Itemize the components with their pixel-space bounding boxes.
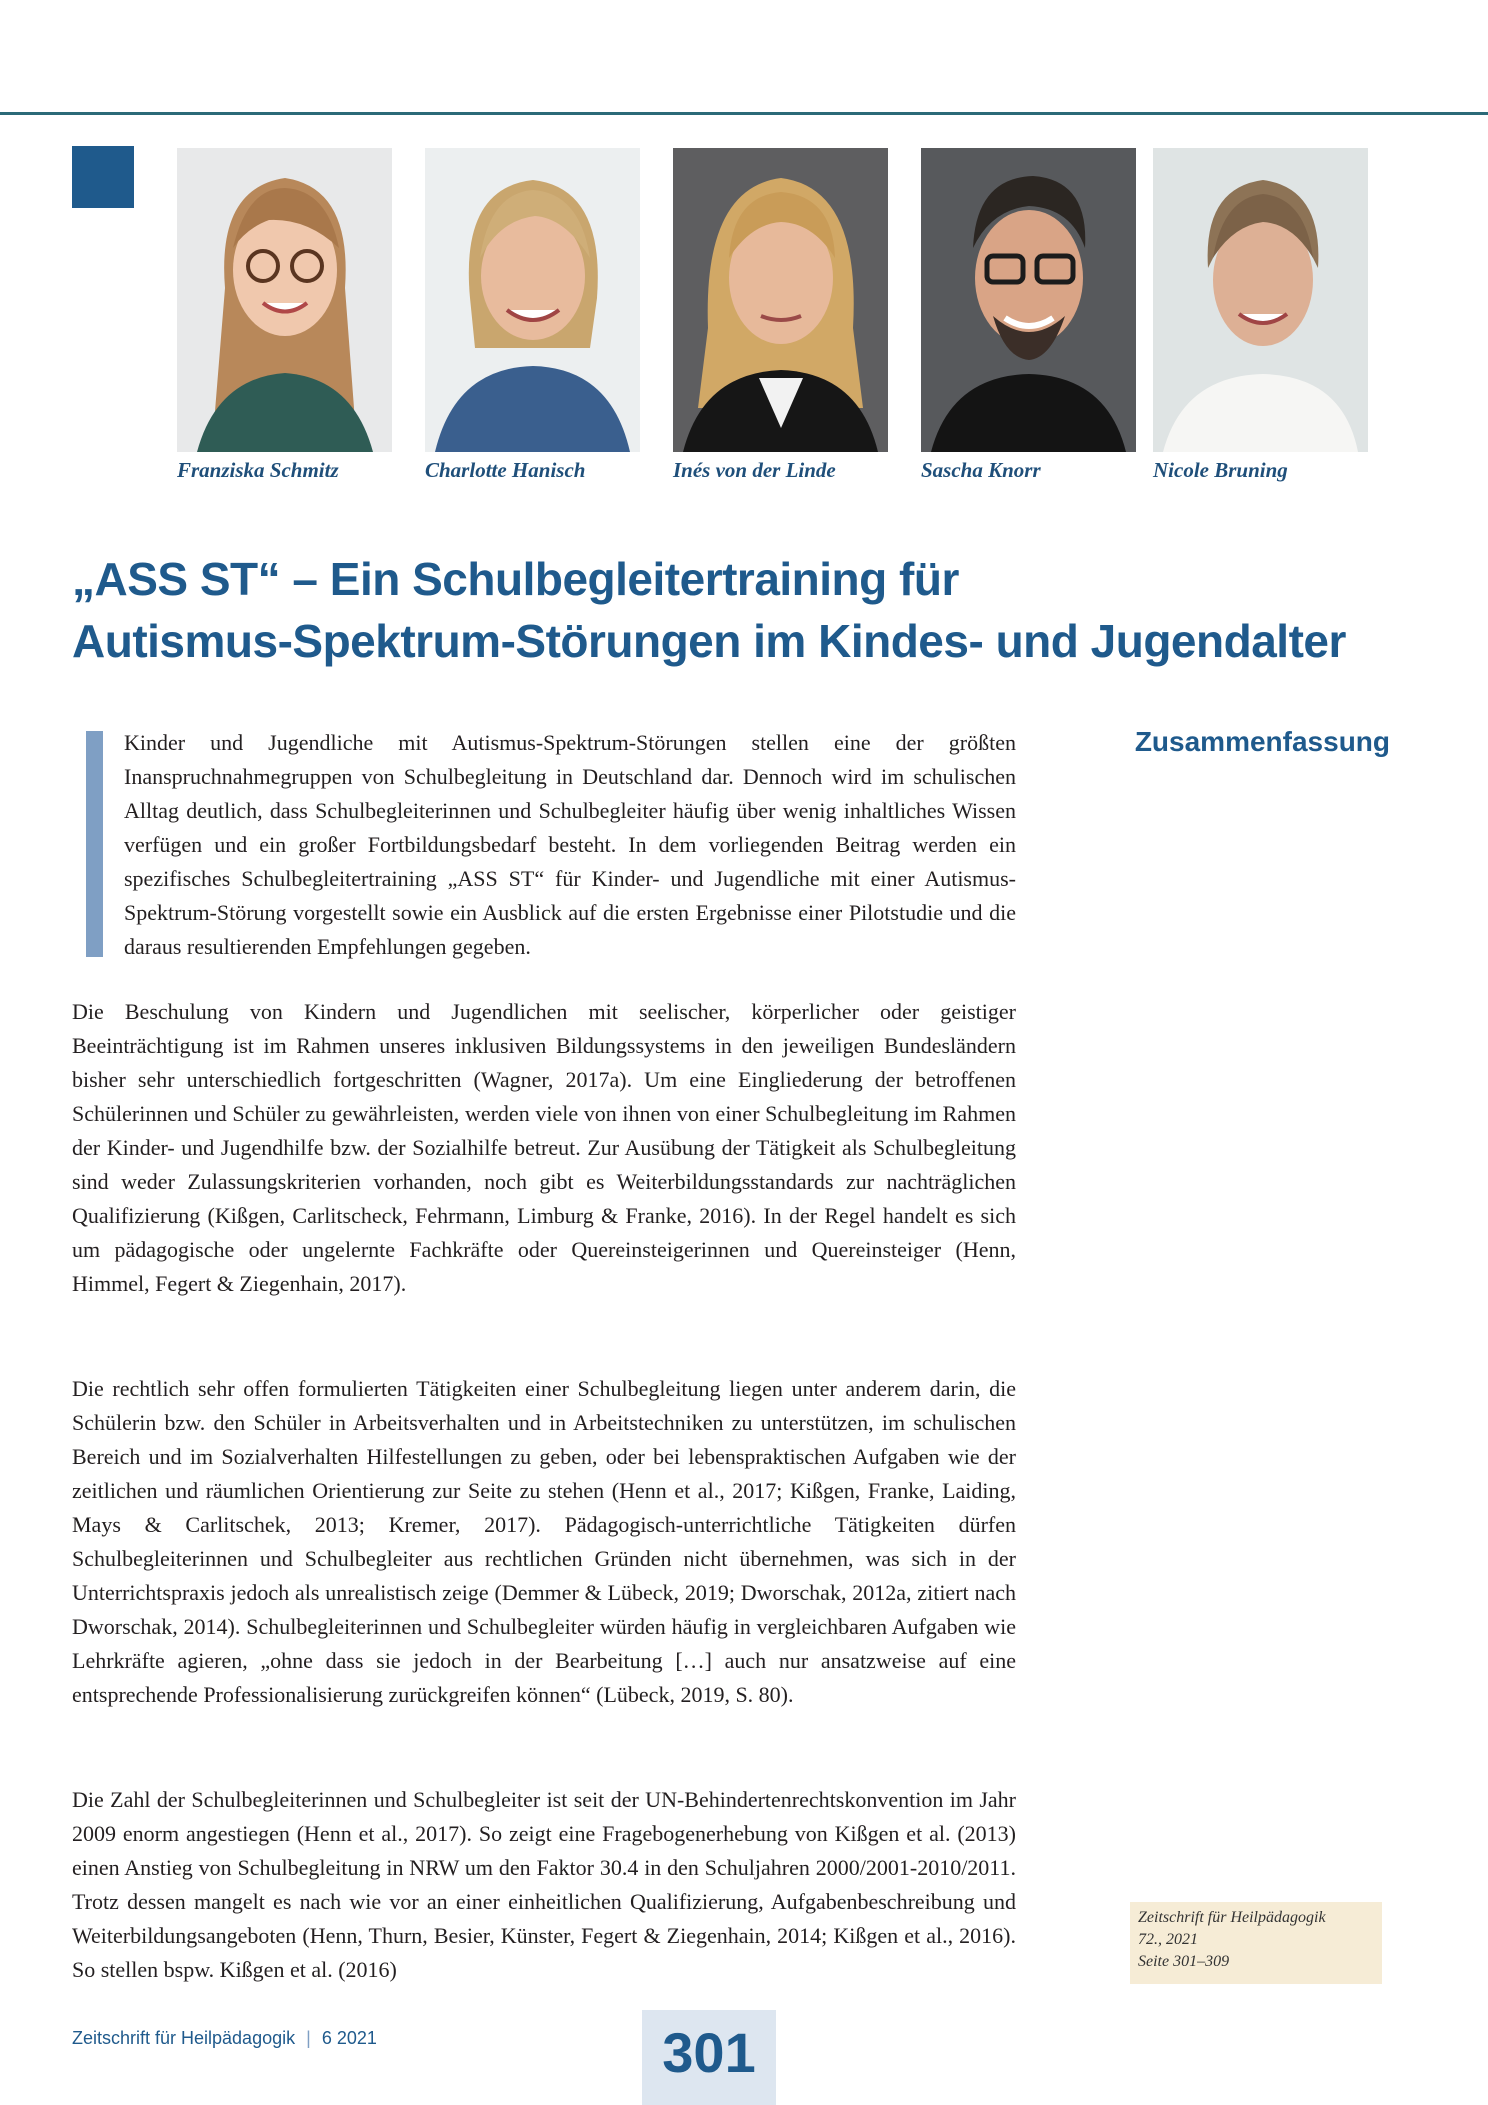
footer-separator: |: [306, 2028, 311, 2048]
author-name: Franziska Schmitz: [177, 458, 339, 482]
author-photo-von-der-linde: [673, 148, 888, 452]
header-rule: [0, 112, 1488, 115]
title-line-1: „ASS ST“ – Ein Schulbegleitertraining für: [72, 553, 959, 605]
section-marker: [72, 146, 134, 208]
author-name: Sascha Knorr: [921, 458, 1041, 482]
journal-pages: Seite 301–309: [1138, 1953, 1230, 1970]
body-paragraph: Die Beschulung von Kindern und Jugendlichen mit seelischer, körperlicher oder geistiger Beeinträchtigung ist im Rahmen unseres inklusiven Bildungssystems in den jeweiligen Bundesländern bisher sehr unterschiedlich fortgeschritten (Wagner, 2017a). Um eine Eingliederung der betroffenen Schülerinnen und Schüler zu gewährleisten, werden viele von ihnen von einer Schulbegleitung im Rahmen der Kinder- und Jugendhilfe bzw. der Sozialhilfe betreut. Zur Ausübung der Tätigkeit als Schulbegleitung sind weder Zulassungskriterien vorhanden, noch gibt es Weiterbildungsstandards zur nachträglichen Qualifizierung (Kißgen, Carlitscheck, Fehrmann, Limburg & Franke, 2016). In der Regel handelt es sich um pädagogische oder ungelernte Fachkräfte oder Quereinsteigerinnen und Quereinsteiger (Henn, Himmel, Fegert & Ziegenhain, 2017).: [72, 999, 1016, 1296]
abstract-bar: [86, 731, 103, 957]
author-photo-bruning: [1153, 148, 1368, 452]
abstract-text: Kinder und Jugendliche mit Autismus-Spektrum-Störungen stellen eine der größten Inanspruchnahmegruppen von Schulbegleitung in Deutschland dar. Dennoch wird im schulischen Alltag deutlich, dass Schulbegleiterinnen und Schulbegleiter häufig über wenig inhaltliches Wissen verfügen und ein großer Fortbildungsbedarf besteht. In dem vorliegenden Beitrag werden ein spezifisches Schulbegleitertraining „ASS ST“ für Kinder- und Jugendliche mit einer Autismus-Spektrum-Störung vorgestellt sowie ein Ausblick auf die ersten Ergebnisse einer Pilotstudie und die daraus resultierenden Empfehlungen gegeben.: [124, 730, 1016, 959]
footer: [72, 2028, 377, 2049]
footer-journal: Zeitschrift für Heilpädagogik: [72, 2028, 296, 2048]
page-number: 301: [642, 2010, 776, 2105]
journal-name: Zeitschrift für Heilpädagogik: [1138, 1909, 1326, 1926]
body-paragraph: Die rechtlich sehr offen formulierten Tätigkeiten einer Schulbegleitung liegen unter anderem darin, die Schülerin bzw. den Schüler in Arbeitsverhalten und in Arbeitstechniken zu unterstützen, im schulischen Bereich und im Sozialverhalten Hilfestellungen zu geben, oder bei lebenspraktischen Aufgaben wie der zeitlichen und räumlichen Orientierung zur Seite zu stehen (Henn et al., 2017; Kißgen, Franke, Laiding, Mays & Carlitschek, 2013; Kremer, 2017). Pädagogisch-unterrichtliche Tätigkeiten dürfen Schulbegleiterinnen und Schulbegleiter aus rechtlichen Gründen nicht übernehmen, was sich in der Unterrichtspraxis jedoch als unrealistisch zeige (Demmer & Lübeck, 2019; Dworschak, 2012a, zitiert nach Dworschak, 2014). Schulbegleiterinnen und Schulbegleiter würden häufig in vergleichbaren Aufgaben wie Lehrkräfte agieren, „ohne dass sie jedoch in der Bearbeitung […] auch nur ansatzweise auf eine entsprechende Professionalisierung zurückgreifen können“ (Lübeck, 2019, S. 80).: [72, 1376, 1016, 1707]
author-name: Inés von der Linde: [673, 458, 836, 482]
journal-info-box: [1130, 1902, 1382, 1984]
author-name: Charlotte Hanisch: [425, 458, 586, 482]
article-title: [72, 548, 1402, 672]
author-photo-hanisch: [425, 148, 640, 452]
journal-volume: 72., 2021: [1138, 1931, 1198, 1948]
author-photo-schmitz: [177, 148, 392, 452]
abstract-heading: Zusammenfassung: [1134, 726, 1390, 757]
footer-issue: 6 2021: [321, 2028, 377, 2048]
body-paragraph: Die Zahl der Schulbegleiterinnen und Schulbegleiter ist seit der UN-Behindertenrechtskonvention im Jahr 2009 enorm angestiegen (Henn et al., 2017). So zeigt eine Fragebogenerhebung von Kißgen et al. (2013) einen Anstieg von Schulbegleitung in NRW um den Faktor 30.4 in den Schuljahren 2000/2001-2010/2011. Trotz dessen mangelt es nach wie vor an einer einheitlichen Qualifizierung, Aufgabenbeschreibung und Weiterbildungsangeboten (Henn, Thurn, Besier, Künster, Fegert & Ziegenhain, 2014; Kißgen et al., 2016). So stellen bspw. Kißgen et al. (2016): [72, 1787, 1016, 1982]
title-line-2: Autismus-Spektrum-Störungen im Kindes- und Jugendalter: [72, 615, 1346, 667]
author-name: Nicole Bruning: [1153, 458, 1288, 482]
author-photo-knorr: [921, 148, 1136, 452]
